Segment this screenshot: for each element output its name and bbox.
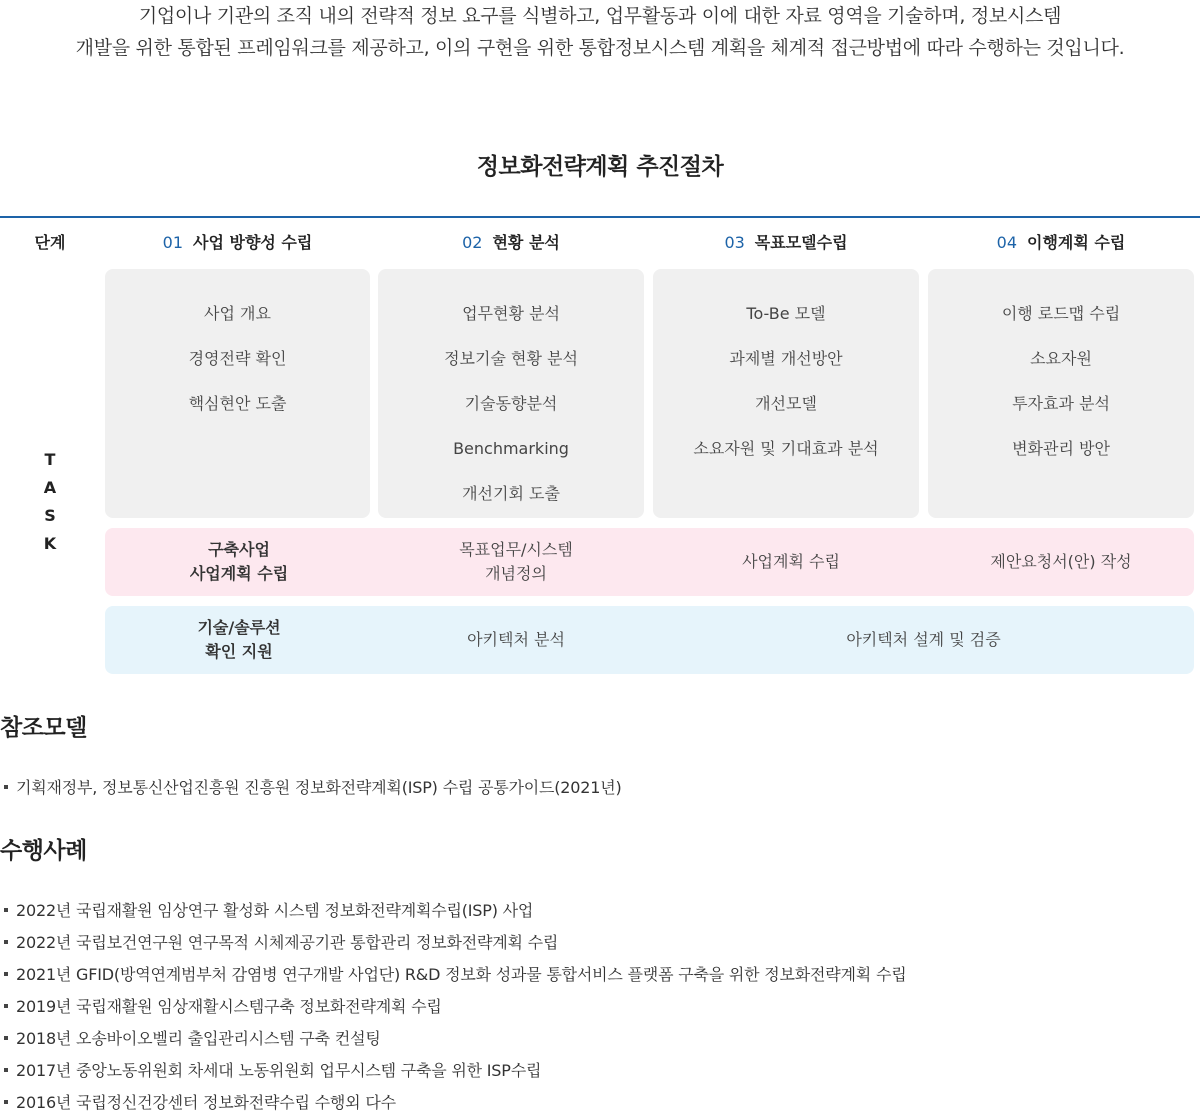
list-item	[4, 1023, 906, 1055]
list-item-text: 2017년 중앙노동위원회 차세대 노동위원회 업무시스템 구축을 위한 ISP수립	[16, 1061, 542, 1080]
list-item	[4, 772, 622, 804]
list-item	[4, 1087, 906, 1119]
task-item: 이행 로드맵 수립	[1001, 304, 1121, 323]
task-item: 사업 개요	[204, 304, 271, 323]
stage-title: 목표모델수립	[754, 233, 848, 252]
task-item: 경영전략 확인	[188, 349, 287, 368]
bullet-icon	[4, 1036, 8, 1040]
section-title: 정보화전략계획 추진절차	[476, 154, 724, 180]
deliverables-band-pink	[105, 528, 1194, 596]
task-letter: A	[43, 478, 57, 497]
task-letter: S	[44, 506, 56, 525]
list-item-text: 2022년 국립재활원 임상연구 활성화 시스템 정보화전략계획수립(ISP) 사업	[16, 901, 534, 920]
bullet-icon	[4, 1004, 8, 1008]
task-item: 과제별 개선방안	[729, 349, 843, 368]
task-label	[36, 446, 64, 558]
band-cell: 구축사업 사업계획 수립	[189, 540, 289, 583]
task-letter: T	[44, 450, 56, 469]
stage-title: 사업 방향성 수립	[193, 233, 313, 252]
stage-number: 01	[162, 233, 183, 252]
intro-text	[0, 0, 1200, 64]
list-item	[4, 1055, 906, 1087]
task-item: Benchmarking	[453, 439, 569, 458]
task-item: 핵심현안 도출	[188, 394, 287, 413]
support-band-blue	[105, 606, 1194, 674]
list-item-text: 2019년 국립재활원 임상재활시스템구축 정보화전략계획 수립	[16, 997, 442, 1016]
intro-line-2: 개발을 위한 통합된 프레임워크를 제공하고, 이의 구현을 위한 통합정보시스템 계획을 체계적 접근방법에 따라 수행하는 것입니다.	[75, 37, 1125, 59]
band-cell: 사업계획 수립	[742, 552, 840, 571]
reference-heading: 참조모델	[0, 715, 87, 741]
stage-title: 현황 분석	[492, 233, 560, 252]
stage-label: 단계	[34, 233, 66, 252]
cases-heading: 수행사례	[0, 838, 87, 864]
stage-number: 03	[724, 233, 745, 252]
band-cell: 아키텍처 분석	[467, 630, 565, 649]
cases-list	[4, 895, 906, 1119]
band-cell: 제안요청서(안) 작성	[990, 552, 1132, 571]
task-item: 정보기술 현황 분석	[444, 349, 578, 368]
divider	[0, 216, 1200, 218]
stage-02-header	[378, 230, 644, 254]
bullet-icon	[4, 1068, 8, 1072]
task-item: 투자효과 분석	[1012, 394, 1110, 413]
list-item	[4, 895, 906, 927]
bullet-icon	[4, 785, 8, 789]
task-item: To-Be 모델	[746, 304, 826, 323]
list-item-text: 2021년 GFID(방역연계범부처 감염병 연구개발 사업단) R&D 정보화 성과물 통합서비스 플랫폼 구축을 위한 정보화전략계획 수립	[16, 965, 907, 984]
bullet-icon	[4, 908, 8, 912]
band-cell: 아키텍처 설계 및 검증	[846, 630, 1001, 649]
task-letter: K	[43, 534, 57, 553]
bullet-icon	[4, 1100, 8, 1104]
stage-01-tasks	[105, 269, 370, 518]
stage-03-tasks	[653, 269, 919, 518]
bullet-icon	[4, 972, 8, 976]
stage-title: 이행계획 수립	[1027, 233, 1126, 252]
stage-03-header	[653, 230, 919, 254]
band-cell: 목표업무/시스템 개념정의	[459, 540, 573, 583]
stage-04-header	[928, 230, 1194, 254]
list-item	[4, 959, 906, 991]
stage-04-tasks	[928, 269, 1194, 518]
stage-01-header	[105, 230, 370, 254]
list-item-text: 2018년 오송바이오벨리 출입관리시스템 구축 컨설팅	[16, 1029, 381, 1048]
task-item: 개선기회 도출	[462, 484, 560, 503]
list-item	[4, 927, 906, 959]
stage-02-tasks	[378, 269, 644, 518]
stage-number: 04	[996, 233, 1018, 252]
list-item-text: 기획재정부, 정보통신산업진흥원 진흥원 정보화전략계획(ISP) 수립 공통가이드(2021년)	[16, 778, 622, 797]
task-item: 기술동향분석	[464, 394, 558, 413]
band-cell: 기술/솔루션 확인 지원	[197, 618, 281, 661]
task-item: 변화관리 방안	[1012, 439, 1110, 458]
task-item: 소요자원	[1030, 349, 1092, 368]
list-item-text: 2016년 국립정신건강센터 정보화전략수립 수행외 다수	[16, 1093, 396, 1112]
list-item	[4, 991, 906, 1023]
task-item: 개선모델	[755, 394, 817, 413]
task-item: 소요자원 및 기대효과 분석	[693, 439, 879, 458]
task-item: 업무현황 분석	[462, 304, 560, 323]
intro-line-1: 기업이나 기관의 조직 내의 전략적 정보 요구를 식별하고, 업무활동과 이에 대한 자료 영역을 기술하며, 정보시스템	[138, 5, 1062, 27]
bullet-icon	[4, 940, 8, 944]
reference-list	[4, 772, 622, 804]
list-item-text: 2022년 국립보건연구원 연구목적 시체제공기관 통합관리 정보화전략계획 수립	[16, 933, 559, 952]
stage-number: 02	[462, 233, 483, 252]
